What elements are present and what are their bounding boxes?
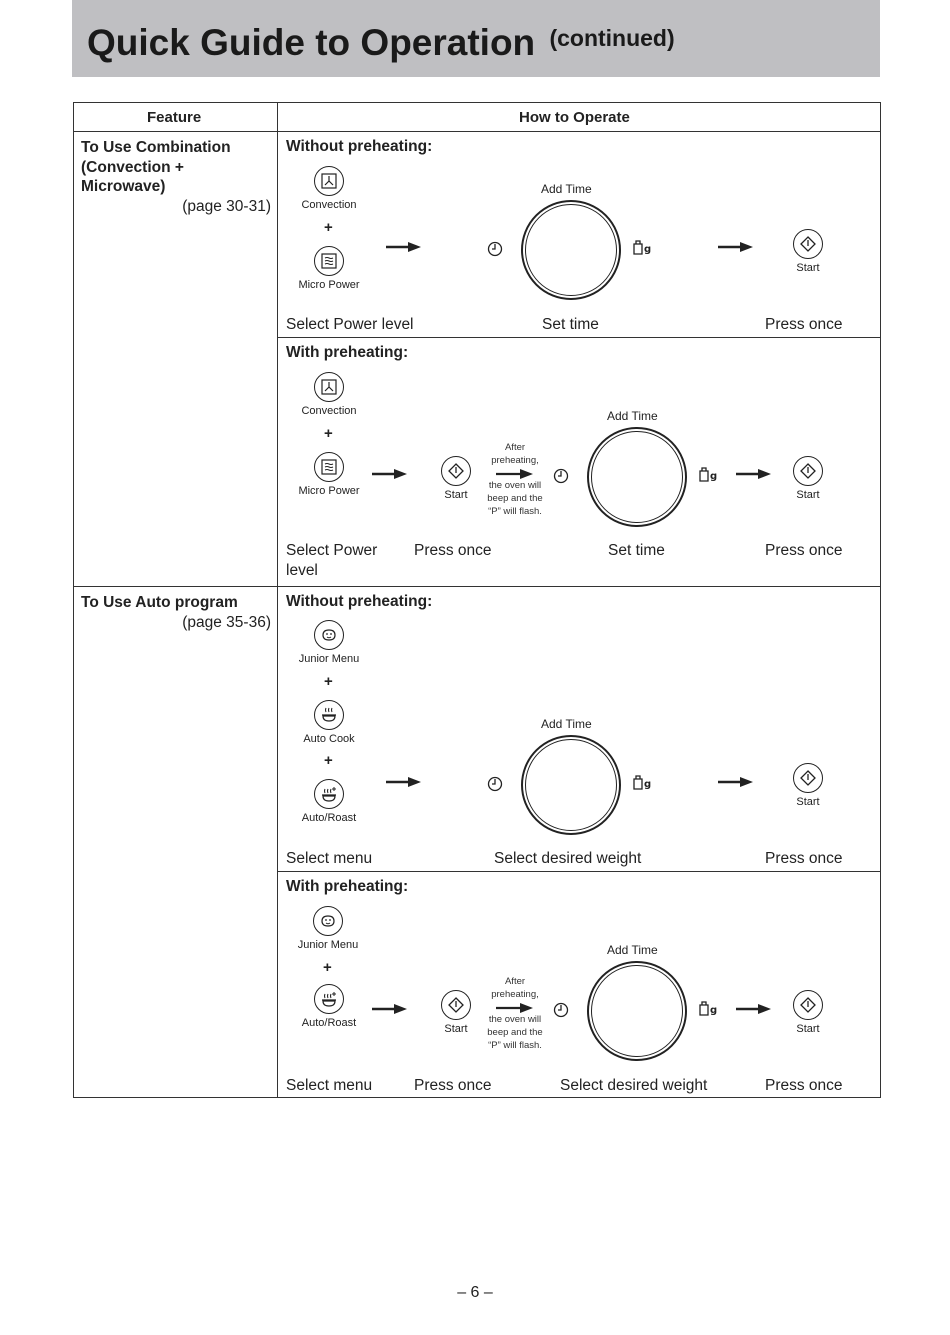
dial-label: Add Time — [607, 409, 658, 423]
button-label: Auto Cook — [303, 733, 355, 745]
child-face-icon — [313, 906, 343, 936]
convection-button — [301, 372, 357, 417]
note-line: “P” will flash. — [488, 505, 542, 517]
step-text: Press once — [765, 316, 843, 333]
roast-pot-icon — [314, 984, 344, 1014]
section-title: Without preheating: — [286, 593, 433, 610]
weight-icon — [697, 999, 719, 1017]
step-text: Press once — [414, 1077, 492, 1094]
auto-roast-button — [301, 779, 357, 824]
start-button — [790, 456, 826, 501]
convection-icon — [314, 166, 344, 196]
feature-auto-program — [81, 593, 271, 632]
note-line: “P” will flash. — [488, 1039, 542, 1051]
dial-label: Add Time — [607, 943, 658, 957]
dial-inner-ring — [591, 965, 683, 1057]
roast-pot-icon — [314, 779, 344, 809]
step-text: Press once — [765, 542, 843, 559]
step-text: Set time — [542, 316, 599, 333]
plus-sign: + — [324, 752, 333, 769]
start-button — [438, 990, 474, 1035]
section-title: With preheating: — [286, 344, 409, 361]
page-reference: (page 35-36) — [182, 613, 271, 631]
feature-name: To Use Auto program — [81, 594, 238, 611]
svg-text:g: g — [710, 1005, 718, 1016]
arrow-icon — [372, 1004, 408, 1014]
feature-combination — [81, 138, 271, 216]
junior-menu-button — [297, 906, 359, 951]
header-bar — [72, 0, 880, 77]
dial-label: Add Time — [541, 182, 592, 196]
arrow-icon — [718, 242, 754, 252]
step-text: Set time — [608, 542, 665, 559]
svg-text:g: g — [710, 471, 718, 482]
convection-button — [301, 166, 357, 211]
button-label: Start — [796, 489, 820, 501]
title-continued: (continued) — [549, 25, 675, 51]
button-label: Auto/Roast — [301, 1017, 357, 1029]
note-line: beep and the — [487, 1027, 543, 1039]
button-label: Start — [796, 1023, 820, 1035]
convection-icon — [314, 372, 344, 402]
start-icon — [793, 456, 823, 486]
auto-cook-button — [303, 700, 355, 745]
start-icon — [441, 456, 471, 486]
dial-label: Add Time — [541, 717, 592, 731]
note-line: preheating, — [491, 988, 539, 1000]
button-label: Auto/Roast — [301, 812, 357, 824]
note-line: After — [504, 976, 526, 987]
junior-menu-button — [298, 620, 360, 665]
button-label: Convection — [301, 199, 357, 211]
button-label: Micro Power — [298, 485, 360, 497]
page-title — [87, 22, 675, 64]
column-header-how-to-operate: How to Operate — [519, 109, 630, 126]
button-label: Start — [796, 796, 820, 808]
start-icon — [793, 229, 823, 259]
note-line: beep and the — [487, 493, 543, 505]
note-line: the oven will — [488, 1014, 542, 1026]
start-button — [438, 456, 474, 501]
preheating-note — [475, 442, 555, 519]
step-text: Press once — [765, 1077, 843, 1094]
add-time-dial — [485, 176, 665, 306]
feature-name: To Use Combination — [81, 139, 231, 156]
steam-pot-icon — [314, 700, 344, 730]
step-text: Select menu — [286, 850, 373, 867]
start-button — [790, 763, 826, 808]
button-label: Start — [796, 262, 820, 274]
dial-inner-ring — [525, 204, 617, 296]
svg-text:g: g — [644, 779, 652, 790]
start-icon — [441, 990, 471, 1020]
step-text: Select Power — [286, 542, 378, 559]
combination-without-preheating — [278, 131, 881, 337]
start-icon — [793, 763, 823, 793]
start-button — [790, 990, 826, 1035]
step-text: Select desired weight — [560, 1077, 708, 1094]
button-label: Micro Power — [298, 279, 360, 291]
button-label: Start — [444, 489, 468, 501]
button-label: Junior Menu — [298, 653, 360, 665]
add-time-dial — [485, 711, 665, 841]
step-text: Select Power level — [286, 316, 414, 333]
clock-icon — [553, 1002, 569, 1018]
plus-sign: + — [323, 959, 332, 976]
svg-text:g: g — [644, 244, 652, 255]
arrow-icon — [496, 469, 534, 479]
micro-power-button — [298, 246, 360, 291]
start-button — [790, 229, 826, 274]
add-time-dial — [551, 937, 731, 1067]
section-title: With preheating: — [286, 878, 409, 895]
step-text: Select menu — [286, 1077, 373, 1094]
dial-inner-ring — [591, 431, 683, 523]
page-number: – 6 – — [457, 1284, 493, 1301]
button-label: Junior Menu — [297, 939, 359, 951]
page-reference: (page 30-31) — [182, 197, 271, 215]
preheating-note — [475, 976, 555, 1053]
step-text: Press once — [414, 542, 492, 559]
feature-subname: (Convection + Microwave) — [81, 158, 184, 195]
microwave-icon — [314, 452, 344, 482]
note-line: preheating, — [491, 454, 539, 466]
microwave-icon — [314, 246, 344, 276]
micro-power-button — [298, 452, 360, 497]
add-time-dial — [551, 403, 731, 533]
weight-icon — [631, 773, 653, 791]
note-line: After — [504, 442, 526, 453]
arrow-icon — [736, 1004, 772, 1014]
arrow-icon — [372, 469, 408, 479]
button-label: Convection — [301, 405, 357, 417]
auto-roast-button — [301, 984, 357, 1029]
step-text: Press once — [765, 850, 843, 867]
start-icon — [793, 990, 823, 1020]
arrow-icon — [736, 469, 772, 479]
auto-program-with-preheating — [278, 871, 881, 1098]
arrow-icon — [718, 777, 754, 787]
operation-guide-table — [73, 102, 881, 1098]
note-line: the oven will — [488, 480, 542, 492]
clock-icon — [553, 468, 569, 484]
title-main: Quick Guide to Operation — [87, 22, 536, 63]
section-title: Without preheating: — [286, 138, 433, 155]
weight-icon — [631, 238, 653, 256]
button-label: Start — [444, 1023, 468, 1035]
plus-sign: + — [324, 425, 333, 442]
step-text: Select desired weight — [494, 850, 642, 867]
clock-icon — [487, 776, 503, 792]
auto-program-without-preheating — [278, 586, 881, 871]
weight-icon — [697, 465, 719, 483]
child-face-icon — [314, 620, 344, 650]
column-header-feature: Feature — [147, 109, 202, 126]
plus-sign: + — [324, 219, 333, 236]
clock-icon — [487, 241, 503, 257]
dial-inner-ring — [525, 739, 617, 831]
arrow-icon — [386, 777, 422, 787]
step-text: level — [286, 562, 318, 579]
arrow-icon — [496, 1003, 534, 1013]
arrow-icon — [386, 242, 422, 252]
plus-sign: + — [324, 673, 333, 690]
